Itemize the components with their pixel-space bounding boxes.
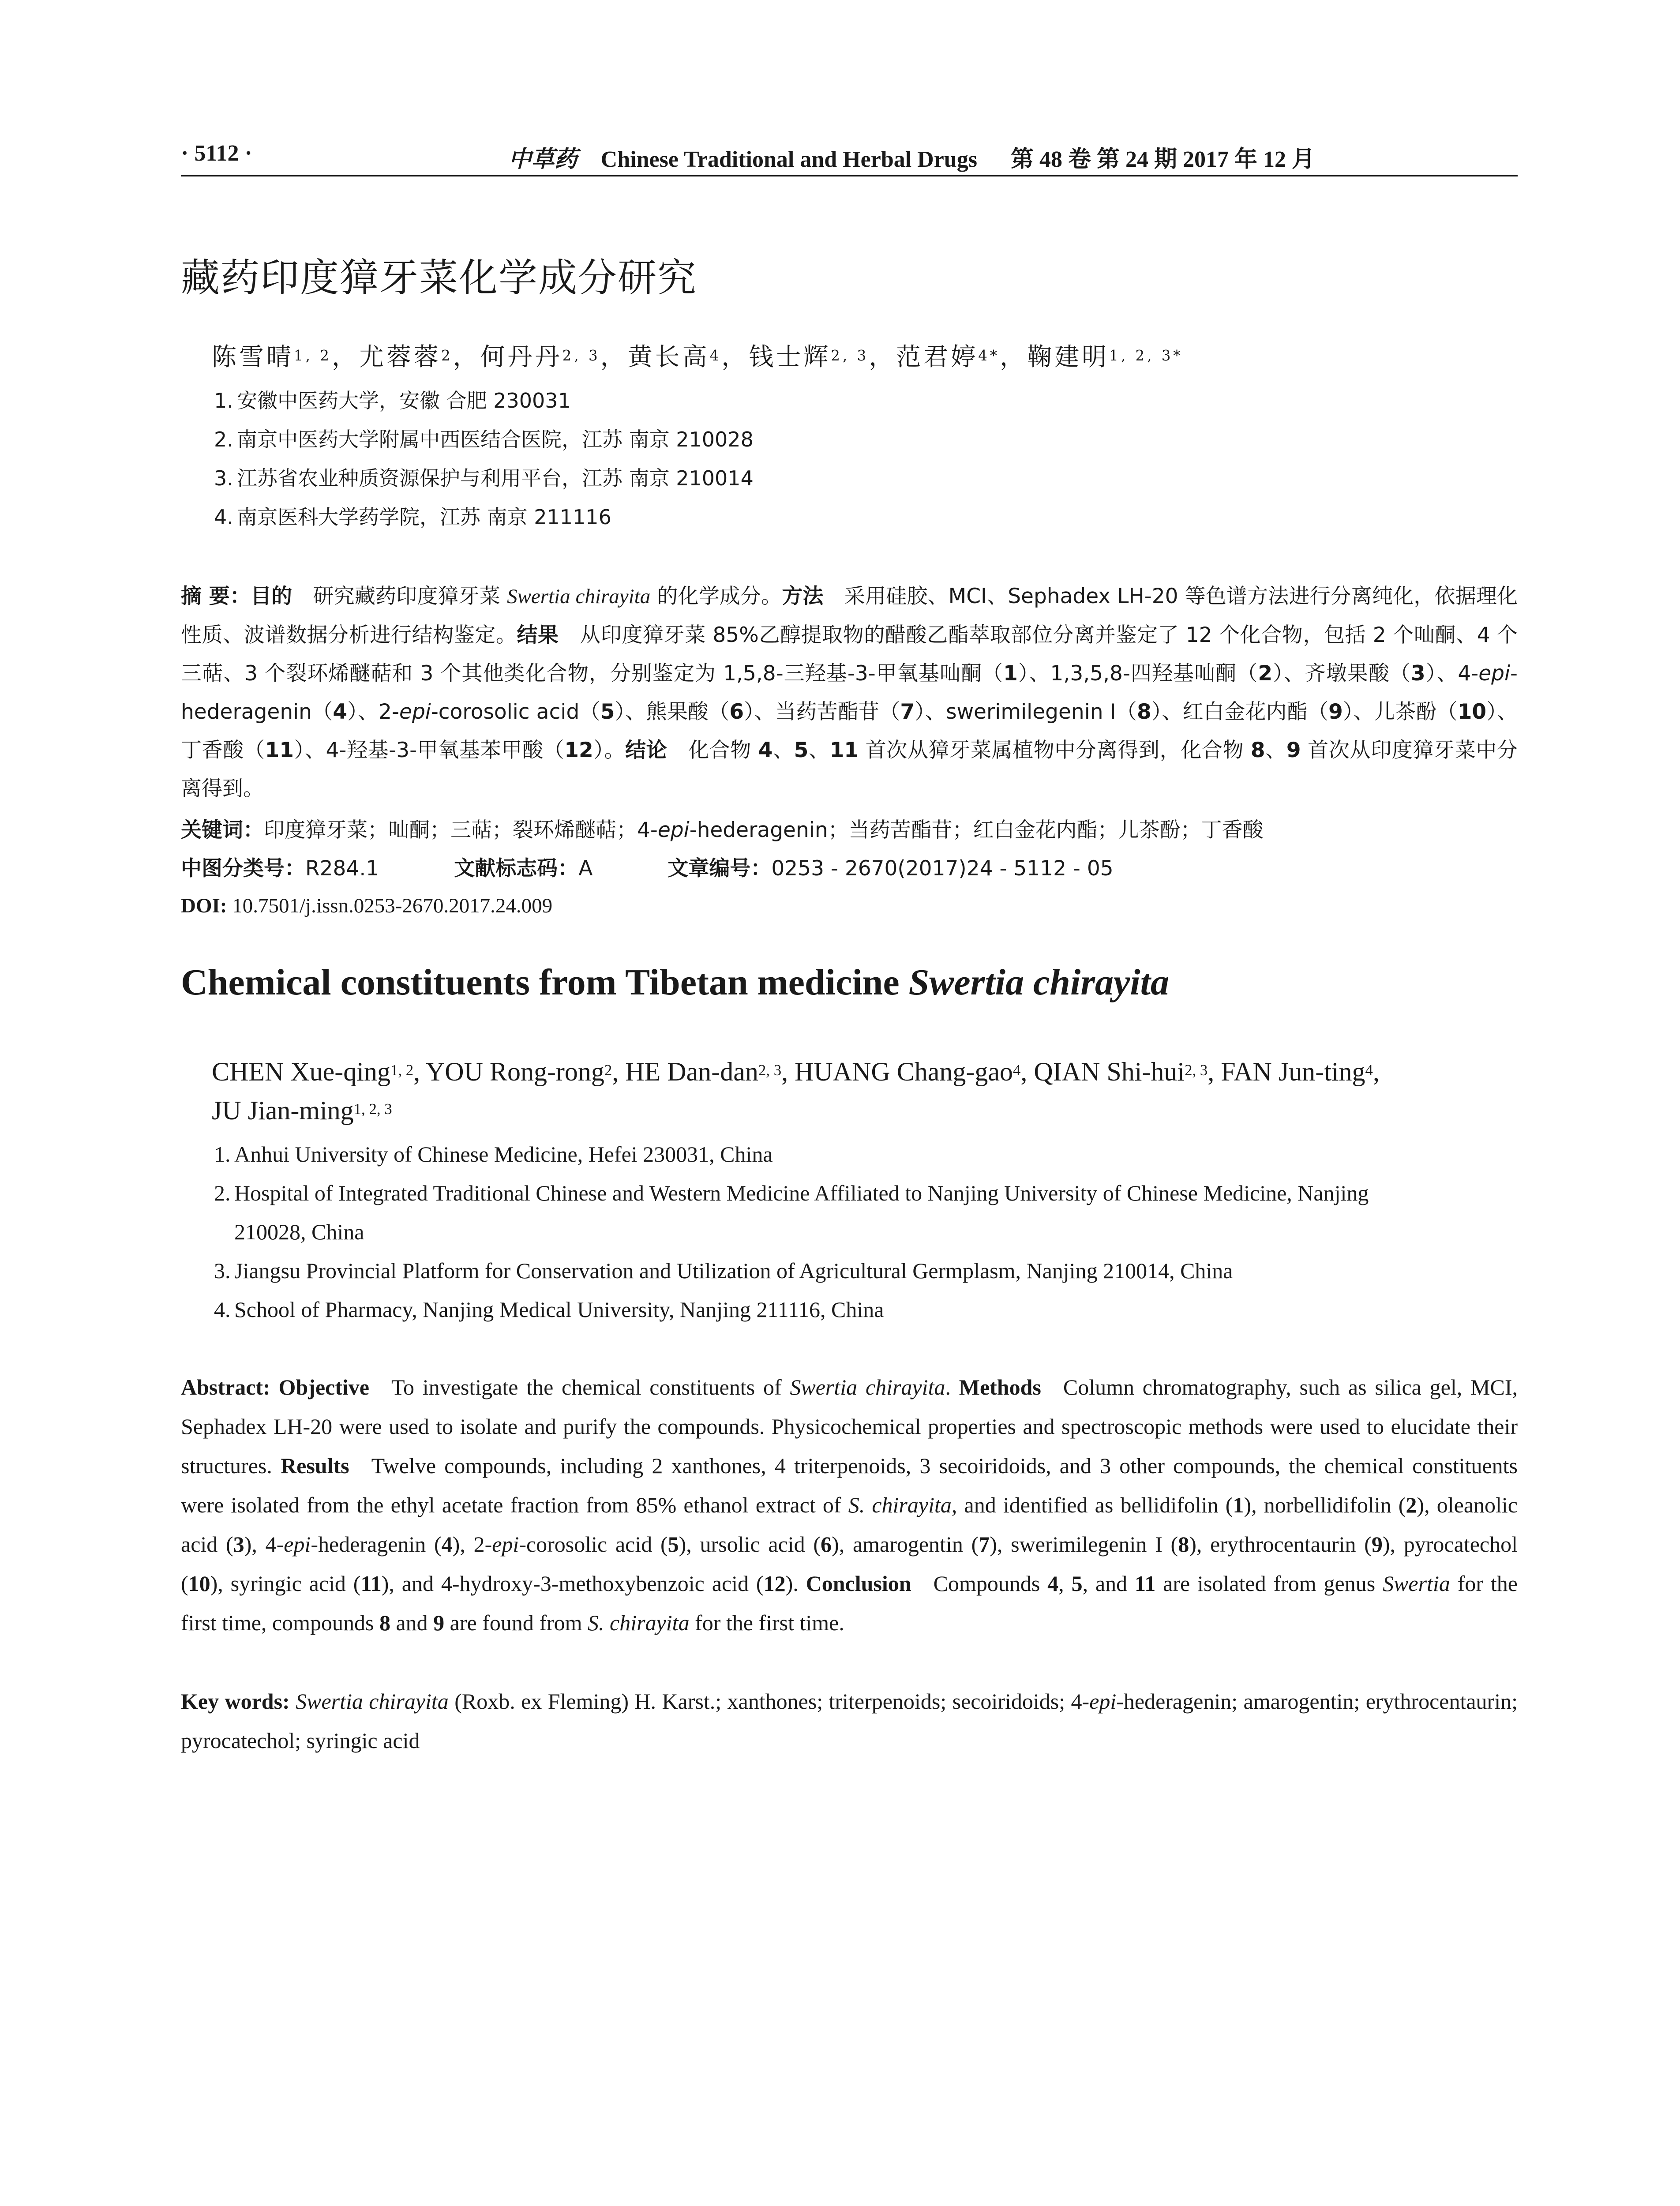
journal-info [509, 140, 1315, 173]
affiliation-cn: 2. 南京中医药大学附属中西医结合医院，江苏 南京 210028 [214, 428, 754, 451]
affiliation-en: 4. School of Pharmacy, Nanjing Medical University, Nanjing 211116, China [214, 1297, 884, 1322]
methods-label: 方法 [782, 584, 824, 608]
document-code: A [578, 856, 593, 881]
author-cn-affil: 1, 2 [294, 347, 332, 364]
classification-line: 中图分类号：R284.1 文献标志码：A 文章编号：0253 - 2670(2017)24 - 5112 - 05 [181, 856, 1114, 881]
author-en: HE Dan-dan [625, 1057, 758, 1086]
keywords-en: Key words: Swertia chirayita (Roxb. ex Fleming) H. Karst.; xanthones; triterpenoids; secoiridoids; 4-epi-hederagenin; amarogentin; erythrocentaurin; pyrocatechol; syringic acid [181, 1689, 1518, 1753]
conclusion-label: Conclusion [806, 1571, 911, 1596]
author-cn-affil: 2, 3 [831, 347, 869, 364]
affiliation-en: 3. Jiangsu Provincial Platform for Conservation and Utilization of Agricultural Germplasm, Nanjing 210014, China [214, 1258, 1233, 1283]
species-name: Swertia chirayita [908, 962, 1169, 1003]
journal-name-cn: 中草药 [508, 146, 578, 173]
author-cn-affil: 4* [978, 347, 1000, 364]
affiliation-cn: 1. 安徽中医药大学，安徽 合肥 230031 [214, 389, 571, 413]
conclusion-label: 结论 [625, 738, 668, 762]
objective-label: 目的 [251, 584, 292, 608]
abstract-label: Abstract: Objective [181, 1375, 369, 1399]
author-cn-affil: 4 [709, 347, 722, 364]
author-cn-affil: 2, 3 [562, 347, 600, 364]
abstract-en: Abstract: Objective To investigate the chemical constituents of Swertia chirayita. Methods Column chromatography, such as silica gel, MCI, Sephadex LH-20 were used to isolate and purify the compounds. Physicochemical properties and spectroscopic methods were used to elucidate their structures. Results Twelve compounds, including 2 xanthones, 4 triterpenoids, 3 secoiridoids, and 3 other compounds, the chemical constituents were isolated from the ethyl acetate fraction from 85% ethanol extract of S. chirayita, and identified as bellidifolin (1), norbellidifolin (2), oleanolic acid (3), 4-epi-hederagenin (4), 2-epi-corosolic acid (5), ursolic acid (6), amarogentin (7), swerimilegenin I (8), erythrocentaurin (9), pyrocatechol (10), syringic acid (11), and 4-hydroxy-3-methoxybenzoic acid (12). Conclusion Compounds 4, 5, and 11 are isolated from genus Swertia for the first time, compounds 8 and 9 are found from S. chirayita for the first time. [181, 1375, 1518, 1635]
author-cn: 尤蓉蓉 [359, 343, 441, 371]
title-en: Chemical constituents from Tibetan medicine Swertia chirayita [181, 962, 1169, 1003]
paper-page [181, 0, 1518, 2206]
article-number: 0253 - 2670(2017)24 - 5112 - 05 [771, 856, 1114, 881]
author-en: YOU Rong-rong [425, 1057, 604, 1086]
author-cn: 黄长高 [627, 343, 710, 371]
results-label: Results [281, 1453, 349, 1478]
author-cn: 鞠建明 [1027, 343, 1110, 371]
doi-value: 10.7501/j.issn.0253-2670.2017.24.009 [232, 894, 553, 917]
affiliation-en: 2. Hospital of Integrated Traditional Chinese and Western Medicine Affiliated to Nanjing University of Chinese Medicine, Nanjing 210028, China [214, 1181, 1369, 1244]
methods-label: Methods [959, 1375, 1041, 1399]
author-en: JU Jian-ming [212, 1096, 354, 1125]
running-header [181, 140, 1518, 176]
clc-number: R284.1 [305, 856, 379, 881]
title-cn: 藏药印度獐牙菜化学成分研究 [181, 255, 698, 300]
keywords-label: Key words: [181, 1689, 290, 1714]
author-cn-affil: 2 [441, 347, 453, 364]
keywords-label: 关键词： [181, 818, 264, 842]
author-cn: 范君婷 [896, 343, 979, 371]
affiliation-cn: 4. 南京医科大学药学院，江苏 南京 211116 [214, 505, 611, 529]
author-en: FAN Jun-ting [1221, 1057, 1365, 1086]
abstract-label: 摘 要： [181, 584, 251, 608]
doi-line: DOI: 10.7501/j.issn.0253-2670.2017.24.009 [181, 894, 553, 917]
author-cn: 陈雪晴 [212, 343, 294, 371]
species-name: Swertia chirayita [507, 585, 651, 608]
authors-en: CHEN Xue-qing$^{1, 2}$, YOU Rong-rong$^2$, HE Dan-dan$^{2, 3}$, HUANG Chang-gao$^4$, QIAN Shi-hui$^{2, 3}$, FAN Jun-ting$^4$, JU Jian-ming$^{1, 2, 3}$ [212, 1057, 1380, 1125]
abstract-cn: 摘 要：目的 研究藏药印度獐牙菜 Swertia chirayita 的化学成分。方法 采用硅胶、MCI、Sephadex LH-20 等色谱方法进行分离纯化，依据理化性质、波谱数据分析进行结构鉴定。结果 从印度獐牙菜 85%乙醇提取物的醋酸乙酯萃取部位分离并鉴定了 12 个化合物，包括 2 个𠮿酮、4 个三萜、3 个裂环烯醚萜和 3 个其他类化合物，分别鉴定为 1,5,8-三羟基-3-甲氧基𠮿酮（1）、1,3,5,8-四羟基𠮿酮（2）、齐墩果酸（3）、4-epi-hederagenin（4）、2-epi-corosolic acid（5）、熊果酸（6）、当药苦酯苷（7）、swerimilegenin I（8）、红白金花内酯（9）、儿茶酚（10）、丁香酸（11）、4-羟基-3-甲氧基苯甲酸（12）。结论 化合物 4、5、11 首次从獐牙菜属植物中分离得到，化合物 8、9 首次从印度獐牙菜中分离得到。 [181, 584, 1518, 801]
page-number: · 5112 · [181, 141, 252, 166]
journal-name-en: Chinese Traditional and Herbal Drugs [600, 147, 977, 172]
author-en: HUANG Chang-gao [795, 1057, 1013, 1086]
author-en: CHEN Xue-qing [212, 1057, 390, 1086]
results-label: 结果 [517, 623, 559, 647]
journal-issue: 第 48 卷 第 24 期 2017 年 12 月 [1010, 147, 1315, 172]
author-cn-affil: 1, 2, 3* [1109, 347, 1183, 364]
author-cn: 钱士辉 [749, 343, 831, 371]
affiliation-en: 1. Anhui University of Chinese Medicine, Hefei 230031, China [214, 1142, 773, 1167]
author-cn: 何丹丹 [480, 343, 562, 371]
author-en: QIAN Shi-hui [1034, 1057, 1185, 1086]
affiliation-cn: 3. 江苏省农业种质资源保护与利用平台，江苏 南京 210014 [214, 466, 754, 490]
keywords-cn: 关键词：印度獐牙菜；𠮿酮；三萜；裂环烯醚萜；4-epi-hederagenin；当药苦酯苷；红白金花内酯；儿茶酚；丁香酸 [181, 818, 1264, 842]
authors-cn: 陈雪晴$^{1, 2}$，尤蓉蓉$^2$，何丹丹$^{2, 3}$，黄长高$^4$，钱士辉$^{2, 3}$，范君婷$^{4*}$，鞠建明$^{1, 2, 3*}$ [212, 343, 1183, 371]
